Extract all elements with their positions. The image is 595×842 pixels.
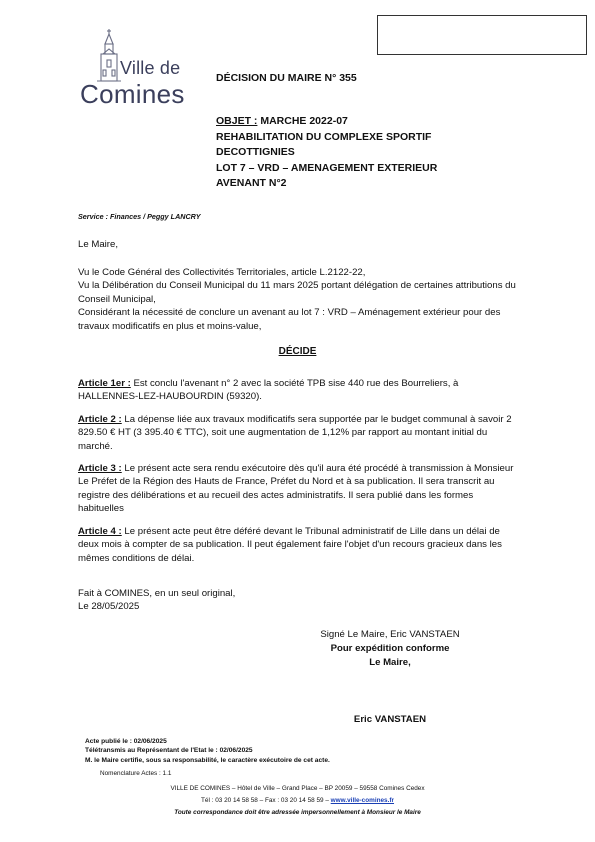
certify-text: M. le Maire certifie, sous sa responsabilité, le caractère exécutoire de cet acte.	[85, 757, 330, 764]
signature-line-1: Signé Le Maire, Eric VANSTAEN	[320, 629, 460, 640]
objet-block	[216, 114, 437, 192]
website-link[interactable]: www.ville-comines.fr	[330, 797, 395, 804]
nomenclature: Nomenclature Actes : 1.1	[100, 770, 172, 777]
objet-line: DECOTTIGNIES	[216, 146, 295, 158]
article-3	[78, 462, 518, 516]
stamp-box	[377, 15, 587, 55]
article-4-label: Article 4 :	[78, 526, 122, 537]
salutation: Le Maire,	[78, 239, 118, 250]
footer-address: VILLE DE COMINES – Hôtel de Ville – Grand Place – BP 20059 – 59558 Comines Cedex	[170, 785, 425, 792]
objet-label: OBJET :	[216, 115, 258, 127]
contact-text: Tél : 03 20 14 58 58 – Fax : 03 20 14 58 59 –	[200, 797, 331, 804]
considerant-1: Vu le Code Général des Collectivités Territoriales, article L.2122-22,	[78, 267, 366, 278]
signature-line-2: Pour expédition conforme	[330, 643, 450, 654]
fait-line: Fait à COMINES, en un seul original,	[78, 588, 236, 599]
article-3-text: Le présent acte sera rendu exécutoire dès qu'il aura été procédé à transmission à Monsieur Le Préfet de la Région des Hauts de France, Préfet du Nord et à sa publication. Il sera transcrit au registre des délibérations et au recueil des actes administratifs. Il sera publié dans les formes habituelles	[78, 463, 514, 515]
logo-ville-text: Ville de	[120, 58, 181, 78]
article-1-label: Article 1er :	[78, 378, 131, 389]
article-3-label: Article 3 :	[78, 463, 122, 474]
signature-name: Eric VANSTAEN	[353, 714, 427, 725]
footer-contact	[0, 797, 595, 804]
article-2-label: Article 2 :	[78, 414, 122, 425]
article-1-text: Est conclu l'avenant n° 2 avec la société TPB sise 440 rue des Bourreliers, à HALLENNES-LEZ-HAUBOURDIN (59320).	[78, 378, 459, 403]
footer-note: Toute correspondance doit être adressée impersonnellement à Monsieur le Maire	[174, 809, 421, 816]
church-icon	[96, 28, 122, 82]
objet-line: REHABILITATION DU COMPLEXE SPORTIF	[216, 130, 432, 143]
article-4	[78, 525, 518, 565]
fait-date: Le 28/05/2025	[78, 601, 140, 613]
logo-comines-text: Comines	[80, 79, 185, 109]
objet-line: LOT 7 – VRD – AMENAGEMENT EXTERIEUR	[216, 161, 438, 174]
considerants	[78, 266, 518, 333]
objet-line: AVENANT N°2	[216, 177, 287, 189]
transmitted-date: Télétransmis au Représentant de l'Etat le : 02/06/2025	[85, 747, 253, 754]
service-line: Service : Finances / Peggy LANCRY	[78, 212, 201, 221]
decide-heading: DÉCIDE	[278, 346, 317, 357]
signature-line-3: Le Maire,	[369, 657, 411, 668]
considerant-3: Considérant la nécessité de conclure un avenant au lot 7 : VRD – Aménagement extérieur pour des travaux modificatifs en plus et moins-value,	[78, 307, 501, 332]
article-1	[78, 377, 518, 404]
article-4-text: Le présent acte peut être déféré devant le Tribunal administratif de Lille dans un délai de deux mois à compter de sa publication. Il peut également faire l'objet d'un recours gracieux dans les mêmes conditions de délai.	[78, 526, 502, 564]
fait-block	[78, 587, 518, 614]
objet-first: MARCHE 2022-07	[257, 115, 348, 127]
decision-title: DÉCISION DU MAIRE N° 355	[216, 72, 357, 84]
objet-line-1	[216, 114, 437, 130]
published-date: Acte publié le : 02/06/2025	[85, 738, 167, 745]
article-2	[78, 413, 518, 453]
article-2-text: La dépense liée aux travaux modificatifs sera supportée par le budget communal à savoir 2 829.50 € HT (3 395.40 € TTC), soit une augmentation de 1,12% par rapport au montant initial du marché.	[78, 414, 512, 452]
considerant-2: Vu la Délibération du Conseil Municipal du 11 mars 2025 portant délégation de certaines attributions du Conseil Municipal,	[78, 280, 516, 305]
